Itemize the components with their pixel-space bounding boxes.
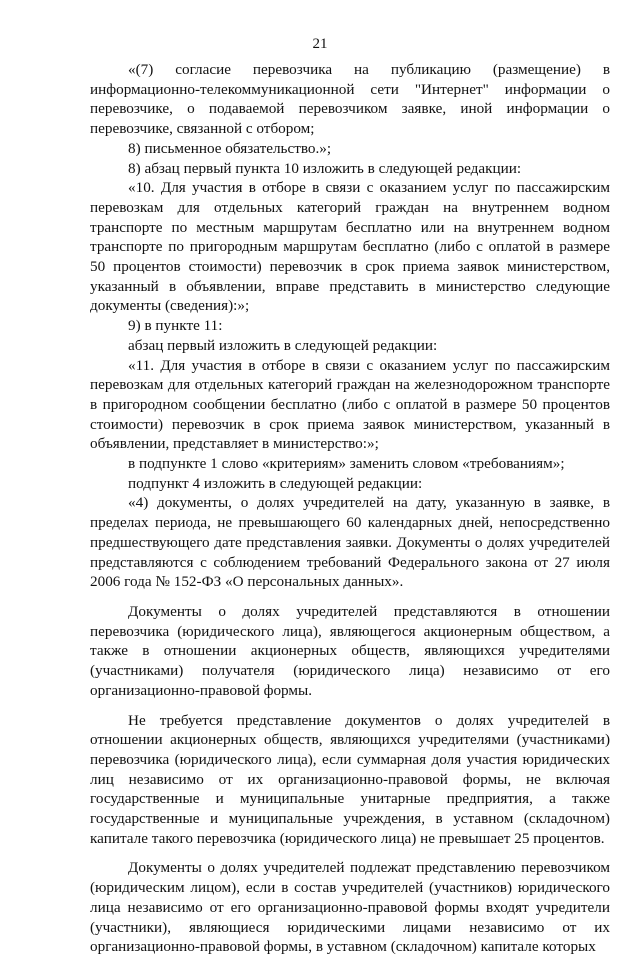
paragraph-founders-shares: Документы о долях учредителей представляются в отношении перевозчика (юридического лица), являющегося акционерным обществом, а также в отношении акционерных обществ, являющихся учредителями (участниками) получателя (юридического лица) независимо от его организационно-правовой формы. bbox=[90, 602, 610, 699]
paragraph-written-obligation: 8) письменное обязательство.»; bbox=[128, 139, 332, 157]
paragraph-point-11-text: «11. Для участия в отборе в связи с оказанием услуг по пассажирским перевозкам для отдельных категорий граждан на железнодорожном транспорте в пригородном сообщении бесплатно (либо с оплатой в размере 50 процентов стоимости) перевозчик в срок приема заявок министерством, указанный в объявлении, представляет в министерство:»; bbox=[90, 356, 610, 453]
paragraph-amend-point-11: 9) в пункте 11: bbox=[128, 317, 223, 335]
paragraph-amend-point-10: 8) абзац первый пункта 10 изложить в следующей редакции: bbox=[128, 159, 522, 177]
paragraph-first-abzats: абзац первый изложить в следующей редакции: bbox=[128, 336, 438, 354]
paragraph-consent-publication: «(7) согласие перевозчика на публикацию (размещение) в информационно-телекоммуникационной сети "Интернет" информации о перевозчике, о подаваемой перевозчиком заявке, иной информации о перевозчике, связанной с отбором; bbox=[90, 61, 610, 138]
paragraph-subject-to-submission: Документы о долях учредителей подлежат представлению перевозчиком (юридическим лицом), если в состав учредителей (участников) юридического лица независимо от его организационно-правовой формы входят учредители (участники), являющиеся юридическими лицами независимо от их организационно-правовой формы, в уставном (складочном) капитале которых bbox=[90, 859, 610, 956]
paragraph-subpoint-4-amend: подпункт 4 изложить в следующей редакции: bbox=[128, 474, 423, 492]
paragraph-point-10-text: «10. Для участия в отборе в связи с оказанием услуг по пассажирским перевозкам для отдельных категорий граждан на внутреннем водном транспорте по местным маршрутам бесплатно или на внутреннем водном транспорте по пригородным маршрутам бесплатно (либо с оплатой в размере 50 процентов стоимости) перевозчик в срок приема заявок министерством, указанный в объявлении, вправе представить в министерство следующие документы (сведения):»; bbox=[90, 179, 610, 315]
paragraph-subpoint-4-text: «4) документы, о долях учредителей на дату, указанную в заявке, в пределах периода, не превышающего 60 календарных дней, непосредственно предшествующего дате представления заявки. Документы о долях учредителей представляются с соблюдением требований Федерального закона от 27 июля 2006 года № 152-ФЗ «О персональных данных». bbox=[90, 494, 610, 591]
document-body bbox=[90, 60, 610, 957]
paragraph-subpoint-1-change: в подпункте 1 слово «критериям» заменить словом «требованиям»; bbox=[128, 455, 565, 473]
paragraph-not-required: Не требуется представление документов о долях учредителей в отношении акционерных обществ, являющихся учредителями (участниками) перевозчика (юридического лица), если суммарная доля участия юридических лиц независимо от их организационно-правовой формы, не включая государственные и муниципальные унитарные предприятия, а также государственные и муниципальные учреждения, в уставном (складочном) капитале такого перевозчика (юридического лица) не превышает 25 процентов. bbox=[90, 711, 610, 847]
page-number: 21 bbox=[312, 36, 328, 52]
